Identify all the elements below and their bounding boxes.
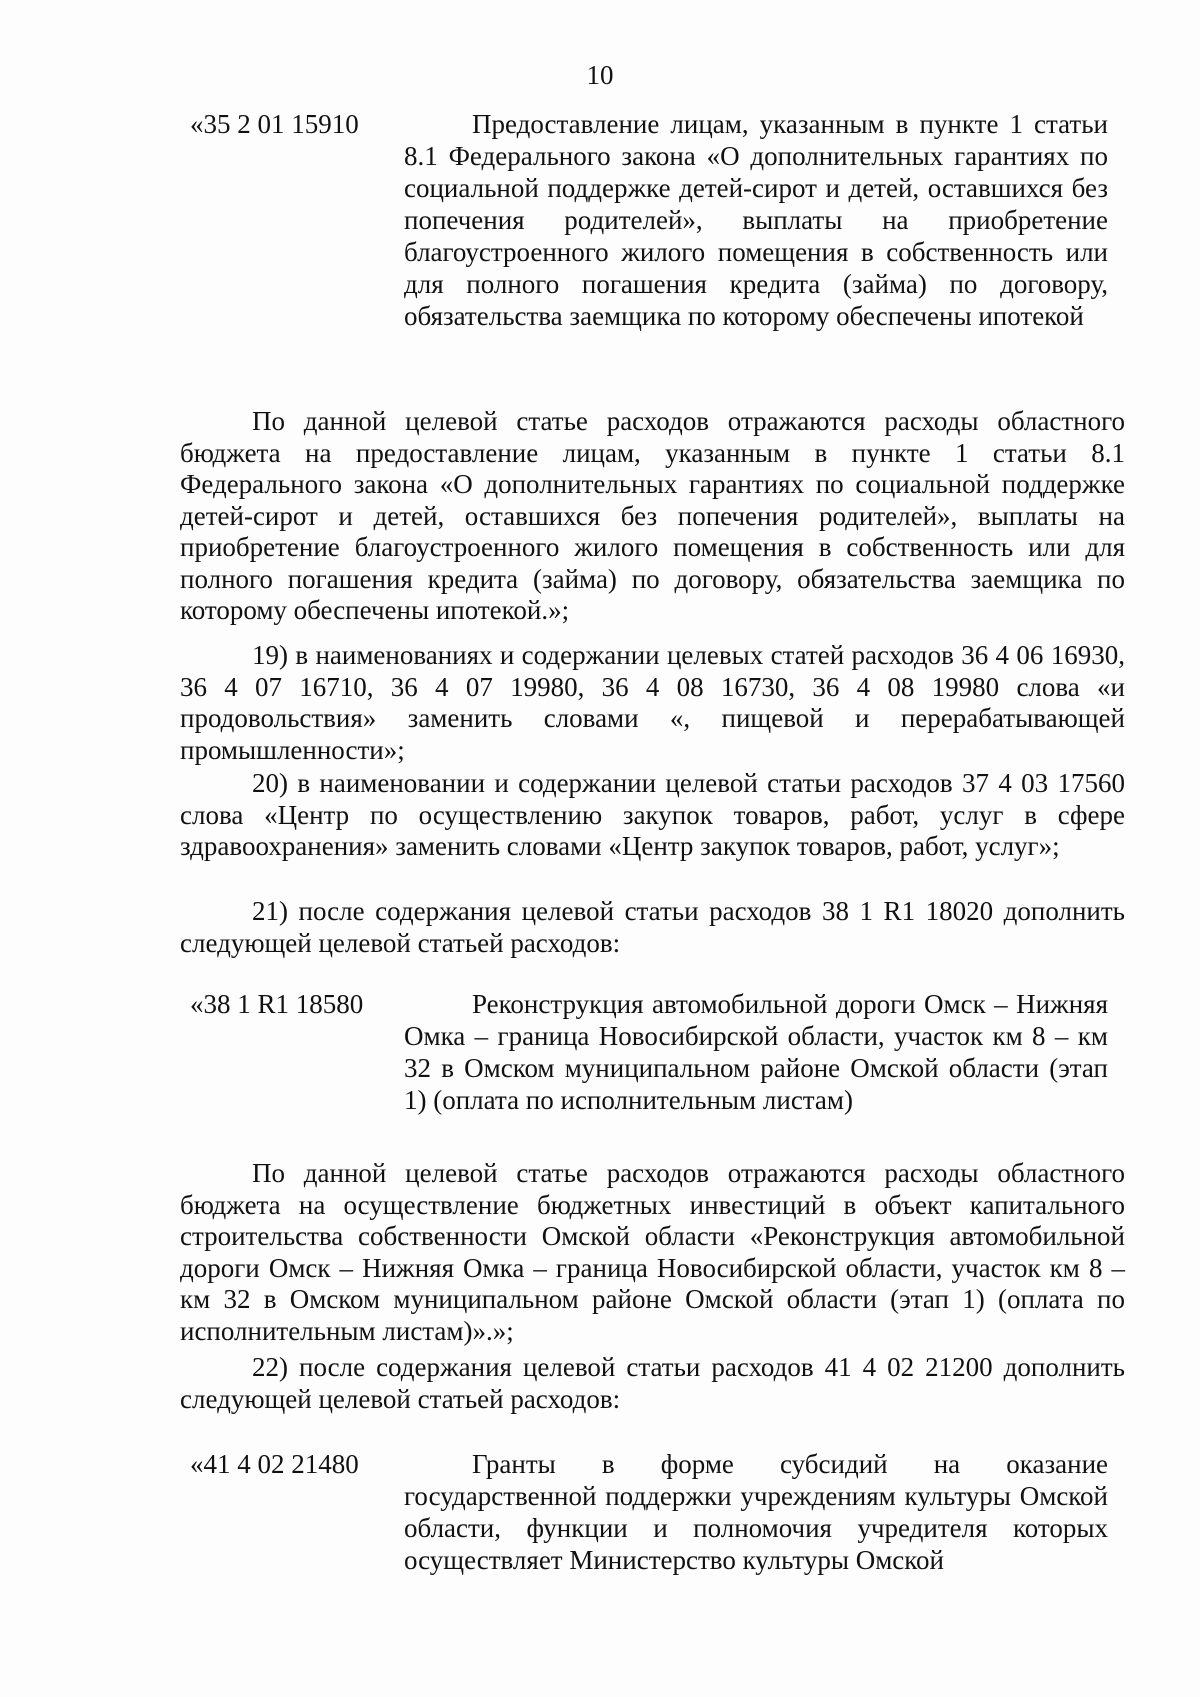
expense-code: «41 4 02 21480 xyxy=(190,1449,359,1479)
paragraph-item-22: 22) после содержания целевой статьи расходов 41 4 02 21200 дополнить следующей целевой статьей расходов: xyxy=(180,1352,1125,1414)
paragraph-item-20: 20) в наименовании и содержании целевой статьи расходов 37 4 03 17560 слова «Центр по осуществлению закупок товаров, работ, услуг в сфере здравоохранения» заменить словами «Центр закупок товаров, работ, услуг»; xyxy=(180,768,1125,861)
expense-title: Предоставление лицам, указанным в пункте 1 статьи 8.1 Федерального закона «О дополнительных гарантиях по социальной поддержке детей-сирот и детей, оставшихся без попечения родителей», выплаты на приобретение благоустроенного жилого помещения в собственность или для полного погашения кредита (займа) по договору, обязательства заемщика по которому обеспечены ипотекой xyxy=(404,109,1108,331)
page-number: 10 xyxy=(586,60,614,90)
paragraph-item-19: 19) в наименованиях и содержании целевых статей расходов 36 4 06 16930, 36 4 07 16710, 36 4 07 19980, 36 4 08 16730, 36 4 08 19980 слова «и продовольствия» заменить словами «, пищевой и перерабатывающей промышленности»; xyxy=(180,640,1125,765)
expense-code: «35 2 01 15910 xyxy=(190,109,359,139)
expense-title: Реконструкция автомобильной дороги Омск – Нижняя Омка – граница Новосибирской области, участок км 8 – км 32 в Омском муниципальном районе Омской области (этап 1) (оплата по исполнительным листам) xyxy=(404,989,1108,1115)
paragraph-description-1: По данной целевой статье расходов отражаются расходы областного бюджета на предоставление лицам, указанным в пункте 1 статьи 8.1 Федерального закона «О дополнительных гарантиях по социальной поддержке детей-сирот и детей, оставшихся без попечения родителей», выплаты на приобретение благоустроенного жилого помещения в собственность или для полного погашения кредита (займа) по договору, обязательства заемщика по которому обеспечены ипотекой.»; xyxy=(180,406,1125,625)
expense-code: «38 1 R1 18580 xyxy=(190,989,364,1019)
paragraph-description-2: По данной целевой статье расходов отражаются расходы областного бюджета на осуществление бюджетных инвестиций в объект капитального строительства собственности Омской области «Реконструкция автомобильной дороги Омск – Нижняя Омка – граница Новосибирской области, участок км 8 – км 32 в Омском муниципальном районе Омской области (этап 1) (оплата по исполнительным листам)».»; xyxy=(180,1158,1125,1346)
expense-title: Гранты в форме субсидий на оказание государственной поддержки учреждениям культуры Омской области, функции и полномочия учредителя которых осуществляет Министерство культуры Омской xyxy=(404,1449,1108,1575)
paragraph-item-21: 21) после содержания целевой статьи расходов 38 1 R1 18020 дополнить следующей целевой статьей расходов: xyxy=(180,896,1125,958)
